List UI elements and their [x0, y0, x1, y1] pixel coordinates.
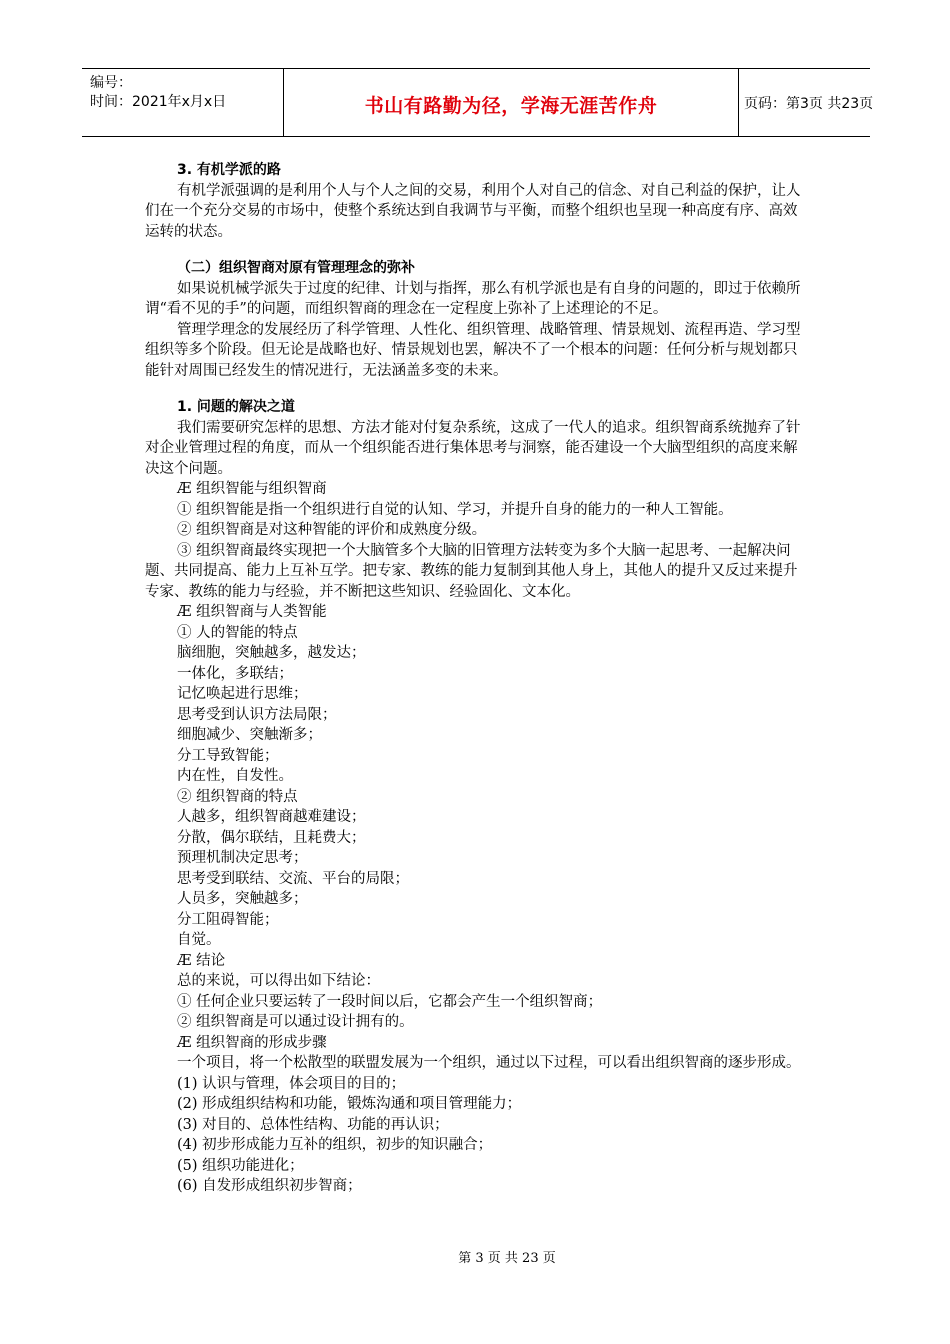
list-item: ② 组织智商是对这种智能的评价和成熟度分级。: [177, 522, 487, 538]
subheading: Æ 结论: [177, 952, 226, 969]
list-item: 思考受到认识方法局限；: [177, 706, 337, 723]
paragraph: 如果说机械学派失于过度的纪律、计划与指挥，那么有机学派也是有自身的问题的，即过于依赖所谓“看不见的手”的问题，而组织智商的理念在一定程度上弥补了上述理论的不足。: [145, 280, 801, 317]
paragraph: 一个项目，将一个松散型的联盟发展为一个组织，通过以下过程，可以看出组织智商的逐步形成。: [177, 1055, 801, 1071]
list-item: 人越多，组织智商越难建设；: [177, 809, 366, 825]
list-item: 分工阻碍智能；: [177, 911, 279, 928]
paragraph: 我们需要研究怎样的思想、方法才能对付复杂系统，这成了一代人的追求。组织智商系统抛弃了针对企业管理过程的角度，而从一个组织能否进行集体思考与洞察，能否建设一个大脑型组织的高度来解决这个问题。: [145, 419, 801, 477]
list-item: 一体化，多联结；: [177, 665, 293, 682]
list-item: 记忆唤起进行思维；: [177, 686, 308, 702]
section-heading: 3. 有机学派的路: [177, 162, 281, 178]
list-item: ② 组织智商的特点: [177, 788, 298, 805]
list-item: 自觉。: [177, 932, 221, 948]
list-item: 分散，偶尔联结，且耗费大；: [177, 829, 366, 846]
list-item: 细胞减少、突触渐多；: [177, 727, 322, 743]
document-body: [145, 160, 809, 1197]
list-item: (2) 形成组织结构和功能，锻炼沟通和项目管理能力；: [177, 1096, 522, 1112]
list-item: 思考受到联结、交流、平台的局限；: [177, 870, 409, 887]
list-item: (4) 初步形成能力互补的组织，初步的知识融合；: [177, 1137, 493, 1153]
list-item: ① 组织智能是指一个组织进行自觉的认知、学习，并提升自身的能力的一种人工智能。: [177, 501, 733, 518]
list-item: ① 人的智能的特点: [177, 624, 298, 641]
time-label: 时间：2021年x月x日: [90, 94, 227, 110]
header-meta: [82, 69, 282, 136]
section-heading: 1. 问题的解决之道: [177, 399, 295, 415]
paragraph: 管理学理念的发展经历了科学管理、人性化、组织管理、战略管理、情景规划、流程再造、学习型组织等多个阶段。但无论是战略也好、情景规划也罢，解决不了一个根本的问题：任何分析与规划都只能针对周围已经发生的情况进行，无法涵盖多变的未来。: [145, 321, 801, 379]
subheading: Æ 组织智商的形成步骤: [177, 1034, 327, 1051]
page-header: [82, 68, 874, 137]
list-item: ③ 组织智商最终实现把一个大脑管多个大脑的旧管理方法转变为多个大脑一起思考、一起解决问题、共同提高、能力上互补互学。把专家、教练的能力复制到其他人身上，其他人的提升又反过来提升专家、教练的能力与经验，并不断把这些知识、经验固化、文本化。: [145, 542, 798, 600]
list-item: ② 组织智商是可以通过设计拥有的。: [177, 1014, 414, 1030]
subheading: Æ 组织智能与组织智商: [177, 481, 327, 497]
list-item: (6) 自发形成组织初步智商；: [177, 1178, 362, 1194]
subheading: Æ 组织智商与人类智能: [177, 604, 327, 620]
paragraph: 有机学派强调的是利用个人与个人之间的交易，利用个人对自己的信念、对自己利益的保护，让人们在一个充分交易的市场中，使整个系统达到自我调节与平衡，而整个组织也呈现一种高度有序、高效运转的状态。: [145, 182, 801, 240]
list-item: 人员多，突触越多；: [177, 891, 308, 907]
list-item: (5) 组织功能进化；: [177, 1157, 304, 1174]
list-item: 内在性，自发性。: [177, 768, 293, 784]
page-label: 页码：第3页 共23页: [744, 96, 874, 112]
list-item: 脑细胞，突触越多，越发达；: [177, 645, 366, 661]
motto: 书山有路勤为径，学海无涯苦作舟: [364, 95, 658, 117]
list-item: 分工导致智能；: [177, 747, 279, 764]
code-label: 编号：: [90, 75, 132, 91]
list-item: (3) 对目的、总体性结构、功能的再认识；: [177, 1116, 449, 1133]
section-heading: （二）组织智商对原有管理理念的弥补: [177, 260, 415, 276]
list-item: (1) 认识与管理，体会项目的目的；: [177, 1075, 406, 1092]
paragraph: 总的来说，可以得出如下结论：: [177, 973, 380, 989]
header-motto-cell: [283, 69, 739, 136]
list-item: ① 任何企业只要运转了一段时间以后，它都会产生一个组织智商；: [177, 993, 603, 1010]
page-footer: 第 3 页 共 23 页: [458, 1251, 556, 1266]
header-page-cell: [738, 69, 874, 136]
list-item: 预理机制决定思考；: [177, 850, 308, 866]
